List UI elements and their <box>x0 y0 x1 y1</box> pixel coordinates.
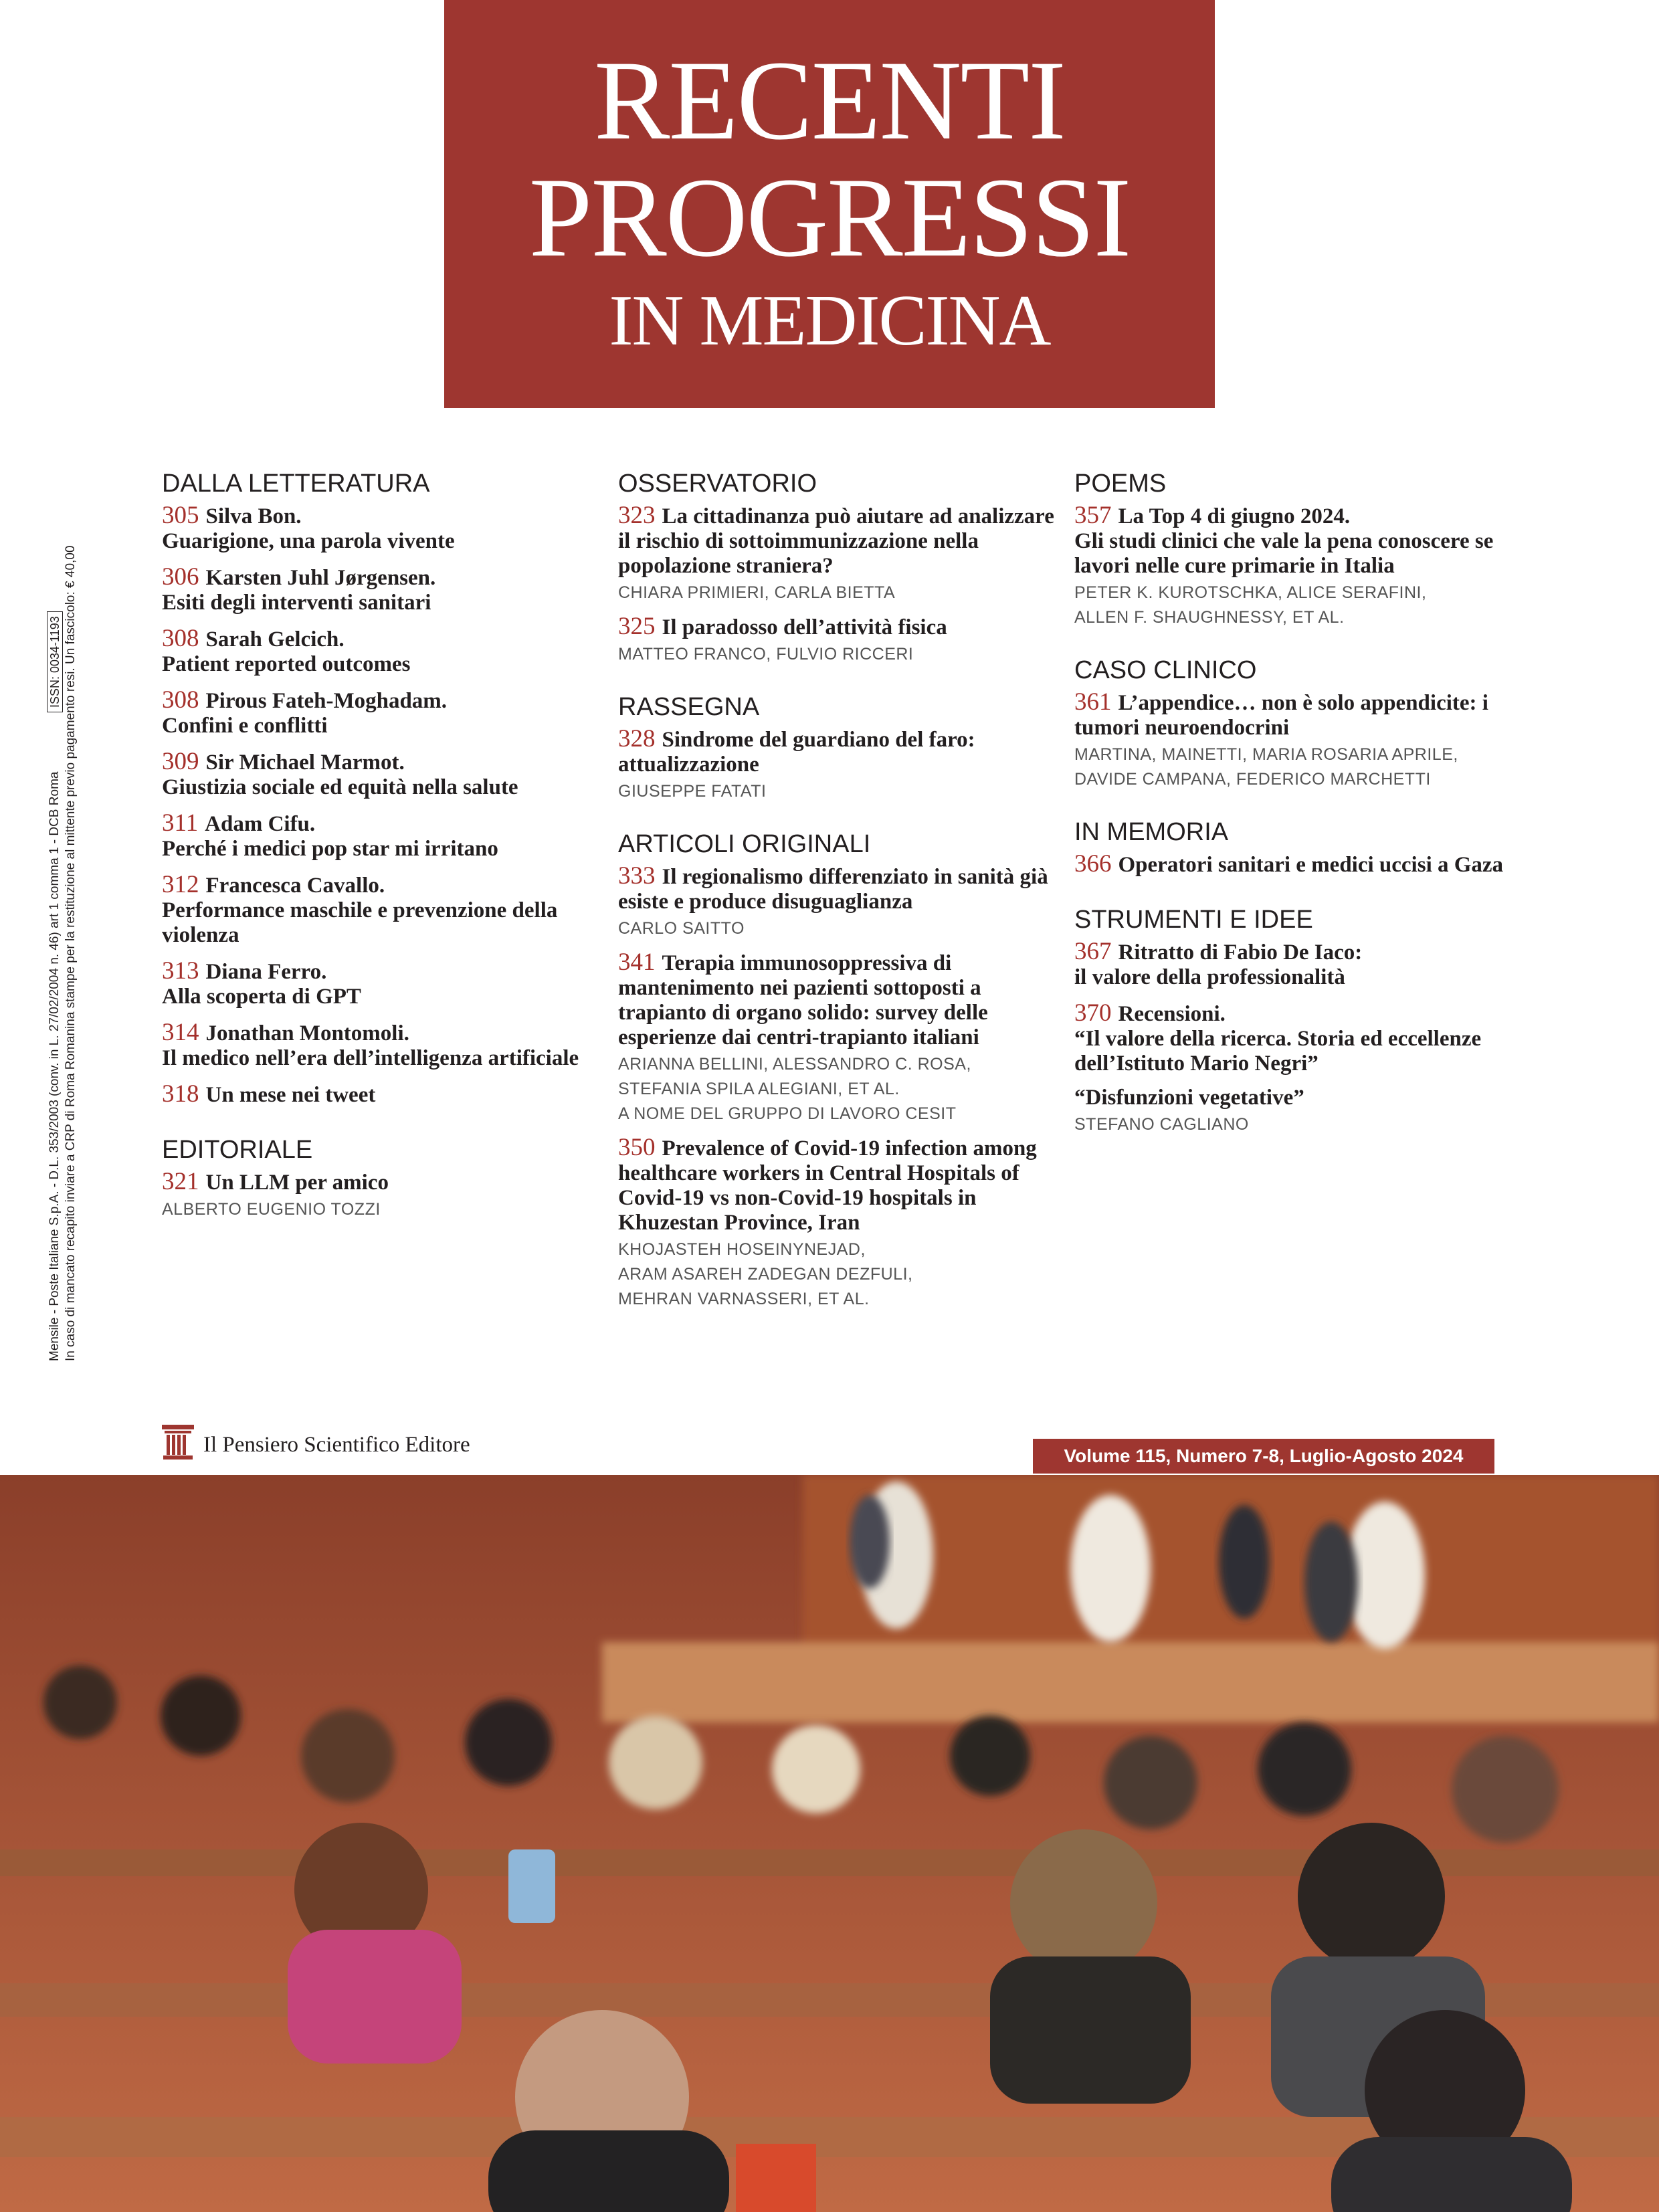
toc-entry <box>618 503 1060 603</box>
entry-title-text: Operatori sanitari e medici uccisi a Gaza <box>1118 853 1504 877</box>
page-number: 361 <box>1074 688 1112 716</box>
page-number: 357 <box>1074 502 1112 529</box>
entry-subtitle: Giustizia sociale ed equità nella salute <box>162 775 518 799</box>
entry-authors: ARIANNA BELLINI, ALESSANDRO C. ROSA, <box>618 1055 971 1074</box>
entry-title <box>1074 939 1516 965</box>
entry-title-text: Jonathan Montomoli. <box>205 1021 409 1045</box>
section-title: ARTICOLI ORIGINALI <box>618 830 871 858</box>
page-number: 325 <box>618 613 656 640</box>
toc-section <box>618 468 1060 665</box>
postal-line-2: In caso di mancato recapito inviare a CRP di Roma Romanina stampe per la restituzione al mittente previo pagamento resi. Un fascicolo: € 40,00 <box>64 545 78 1361</box>
page-number: 333 <box>618 862 656 890</box>
entry-subtitle-2: “Disfunzioni vegetative” <box>1074 1086 1304 1110</box>
page-number: 308 <box>162 625 199 652</box>
toc-entry <box>618 950 1060 1124</box>
entry-title <box>1074 851 1516 878</box>
volume-badge: Volume 115, Numero 7-8, Luglio-Agosto 2024 <box>1033 1439 1494 1474</box>
toc-entry <box>618 614 1060 665</box>
entry-authors: STEFANO CAGLIANO <box>1074 1115 1249 1134</box>
entry-title-text: Sir Michael Marmot. <box>205 750 405 775</box>
toc-entry <box>162 688 590 738</box>
entry-title-text: Terapia immunosoppressiva di mantenimento nei pazienti sottoposti a trapianto di organo solido: survey delle esperienze dai centri-trapianto italiani <box>618 951 988 1049</box>
entry-authors: GIUSEPPE FATATI <box>618 782 767 801</box>
entry-title <box>1074 1001 1516 1027</box>
entry-subtitle: Perché i medici pop star mi irritano <box>162 837 498 861</box>
page-number: 309 <box>162 748 199 775</box>
entry-title-text: La cittadinanza può aiutare ad analizzare il rischio di sottoimmunizzazione nella popolazione straniera? <box>618 504 1054 578</box>
toc-entry <box>1074 690 1516 790</box>
entry-subtitle: Alla scoperta di GPT <box>162 985 361 1009</box>
entry-title-text: Sarah Gelcich. <box>205 627 345 651</box>
entry-title-text: Ritratto di Fabio De Iaco: <box>1118 940 1363 965</box>
masthead <box>444 0 1215 408</box>
postal-sidebar <box>47 545 120 1361</box>
masthead-line-3: IN MEDICINA <box>609 281 1050 361</box>
toc-entry <box>618 864 1060 939</box>
entry-title-text: Il paradosso dell’attività fisica <box>662 615 947 639</box>
toc-section <box>618 692 1060 802</box>
entry-subtitle: Esiti degli interventi sanitari <box>162 591 431 615</box>
page-number: 305 <box>162 502 199 529</box>
entry-subtitle: “Il valore della ricerca. Storia ed eccellenze dell’Istituto Mario Negri” <box>1074 1027 1482 1076</box>
entry-title-text: Recensioni. <box>1118 1002 1226 1026</box>
page-number: 321 <box>162 1168 199 1195</box>
toc-section <box>1074 468 1516 628</box>
entry-subtitle: il valore della professionalità <box>1074 965 1345 989</box>
toc-column-right <box>1074 468 1516 1162</box>
postal-line-1: Mensile - Poste Italiane S.p.A. - D.L. 353/2003 (conv. in L. 27/02/2004 n. 46) art 1 comma 1 - DCB Roma <box>47 771 62 1361</box>
entry-authors: KHOJASTEH HOSEINYNEJAD, <box>618 1240 866 1259</box>
page-number: 366 <box>1074 850 1112 878</box>
toc-section <box>1074 817 1516 878</box>
entry-title <box>618 950 1060 1050</box>
entry-title-text: Karsten Juhl Jørgensen. <box>205 566 436 590</box>
entry-title-text: Adam Cifu. <box>205 812 316 836</box>
entry-authors: ALLEN F. SHAUGHNESSY, ET AL. <box>1074 608 1345 627</box>
entry-title <box>162 1169 590 1195</box>
entry-title <box>618 503 1060 579</box>
entry-title <box>1074 690 1516 740</box>
page-number: 370 <box>1074 999 1112 1027</box>
entry-authors: DAVIDE CAMPANA, FEDERICO MARCHETTI <box>1074 770 1431 789</box>
entry-title <box>162 688 590 714</box>
conference-photo <box>0 1475 1659 2212</box>
toc-entry <box>162 959 590 1009</box>
page-number: 341 <box>618 948 656 976</box>
toc-entry <box>162 626 590 677</box>
masthead-line-2: PROGRESSI <box>528 155 1131 280</box>
entry-title <box>1074 503 1516 529</box>
toc-entry <box>162 872 590 948</box>
entry-title <box>618 864 1060 914</box>
entry-title-text: Prevalence of Covid-19 infection among healthcare workers in Central Hospitals of Covid-19 vs non-Covid-19 hospitals in Khuzestan Province, Iran <box>618 1136 1037 1235</box>
entry-title-text: Diana Ferro. <box>205 960 327 984</box>
toc-entry <box>1074 851 1516 878</box>
toc-entry <box>1074 1001 1516 1135</box>
entry-authors: CARLO SAITTO <box>618 919 745 938</box>
toc-entry <box>162 1169 590 1220</box>
entry-authors: ALBERTO EUGENIO TOZZI <box>162 1200 381 1219</box>
toc-section <box>162 1134 590 1220</box>
toc-column-left <box>162 468 590 1247</box>
page-number: 328 <box>618 725 656 752</box>
page-number: 306 <box>162 563 199 591</box>
entry-title-text: Sindrome del guardiano del faro: attualizzazione <box>618 728 975 777</box>
section-title: OSSERVATORIO <box>618 470 817 498</box>
toc-column-middle <box>618 468 1060 1336</box>
toc-section <box>1074 655 1516 790</box>
page-number: 323 <box>618 502 656 529</box>
entry-subtitle: Il medico nell’era dell’intelligenza artificiale <box>162 1046 579 1070</box>
entry-authors: MATTEO FRANCO, FULVIO RICCERI <box>618 645 914 664</box>
entry-title <box>162 1020 590 1046</box>
section-title: DALLA LETTERATURA <box>162 470 430 498</box>
entry-authors: MARTINA, MAINETTI, MARIA ROSARIA APRILE, <box>1074 745 1458 764</box>
entry-title-text: La Top 4 di giugno 2024. <box>1118 504 1351 528</box>
section-title: EDITORIALE <box>162 1136 313 1164</box>
entry-title <box>618 1135 1060 1235</box>
entry-authors: MEHRAN VARNASSERI, ET AL. <box>618 1290 870 1308</box>
publisher-name: Il Pensiero Scientifico Editore <box>203 1432 470 1457</box>
entry-title <box>162 1082 590 1108</box>
entry-subtitle: Gli studi clinici che vale la pena conoscere se lavori nelle cure primarie in Italia <box>1074 529 1494 578</box>
toc-entry <box>1074 503 1516 628</box>
entry-title <box>162 811 590 837</box>
page-number: 350 <box>618 1134 656 1161</box>
section-title: CASO CLINICO <box>1074 656 1257 684</box>
entry-title <box>162 872 590 898</box>
entry-subtitle: Patient reported outcomes <box>162 652 411 676</box>
toc-entry <box>162 811 590 862</box>
page-number: 313 <box>162 957 199 985</box>
entry-title-text: Silva Bon. <box>205 504 302 528</box>
toc-section <box>162 468 590 1108</box>
page-number: 312 <box>162 871 199 898</box>
masthead-line-1: RECENTI <box>594 37 1065 163</box>
entry-authors: STEFANIA SPILA ALEGIANI, ET AL. <box>618 1080 900 1098</box>
entry-authors: CHIARA PRIMIERI, CARLA BIETTA <box>618 583 896 602</box>
page-number: 318 <box>162 1080 199 1108</box>
page-number: 308 <box>162 686 199 714</box>
toc-entry <box>162 565 590 615</box>
toc-section <box>618 829 1060 1310</box>
toc-entry <box>618 726 1060 802</box>
toc-entry <box>162 749 590 800</box>
entry-title-text: Francesca Cavallo. <box>205 874 385 898</box>
entry-authors: A NOME DEL GRUPPO DI LAVORO CESIT <box>618 1104 957 1123</box>
page-number: 314 <box>162 1019 199 1046</box>
page-number: 311 <box>162 809 199 837</box>
entry-title <box>618 726 1060 777</box>
toc-entry <box>618 1135 1060 1310</box>
toc-entry <box>162 1020 590 1071</box>
section-title: STRUMENTI E IDEE <box>1074 906 1313 934</box>
entry-title <box>162 626 590 652</box>
publisher <box>161 1426 470 1464</box>
toc-entry <box>162 503 590 554</box>
section-title: IN MEMORIA <box>1074 818 1229 846</box>
entry-title-text: Un LLM per amico <box>205 1171 389 1195</box>
section-title: RASSEGNA <box>618 693 760 721</box>
toc-entry <box>1074 939 1516 990</box>
entry-subtitle: Guarigione, una parola vivente <box>162 529 455 553</box>
entry-title <box>162 749 590 775</box>
entry-title <box>162 959 590 985</box>
issn-box: ISSN: 0034-1193 <box>47 611 63 712</box>
entry-authors: ARAM ASAREH ZADEGAN DEZFULI, <box>618 1265 913 1284</box>
entry-title-text: Un mese nei tweet <box>205 1083 376 1107</box>
section-title: POEMS <box>1074 470 1167 498</box>
entry-subtitle: Confini e conflitti <box>162 714 328 738</box>
entry-title-text: Il regionalismo differenziato in sanità già esiste e produce disuguaglianza <box>618 865 1048 914</box>
page-number: 367 <box>1074 938 1112 965</box>
toc-section <box>1074 904 1516 1135</box>
entry-subtitle: Performance maschile e prevenzione della violenza <box>162 898 558 947</box>
entry-authors: PETER K. KUROTSCHKA, ALICE SERAFINI, <box>1074 583 1427 602</box>
toc-entry <box>162 1082 590 1108</box>
entry-title <box>618 614 1060 640</box>
entry-title <box>162 565 590 591</box>
entry-title <box>162 503 590 529</box>
column-icon <box>161 1423 195 1467</box>
entry-title-text: L’appendice… non è solo appendicite: i tumori neuroendocrini <box>1074 691 1488 740</box>
entry-title-text: Pirous Fateh-Moghadam. <box>205 689 448 713</box>
